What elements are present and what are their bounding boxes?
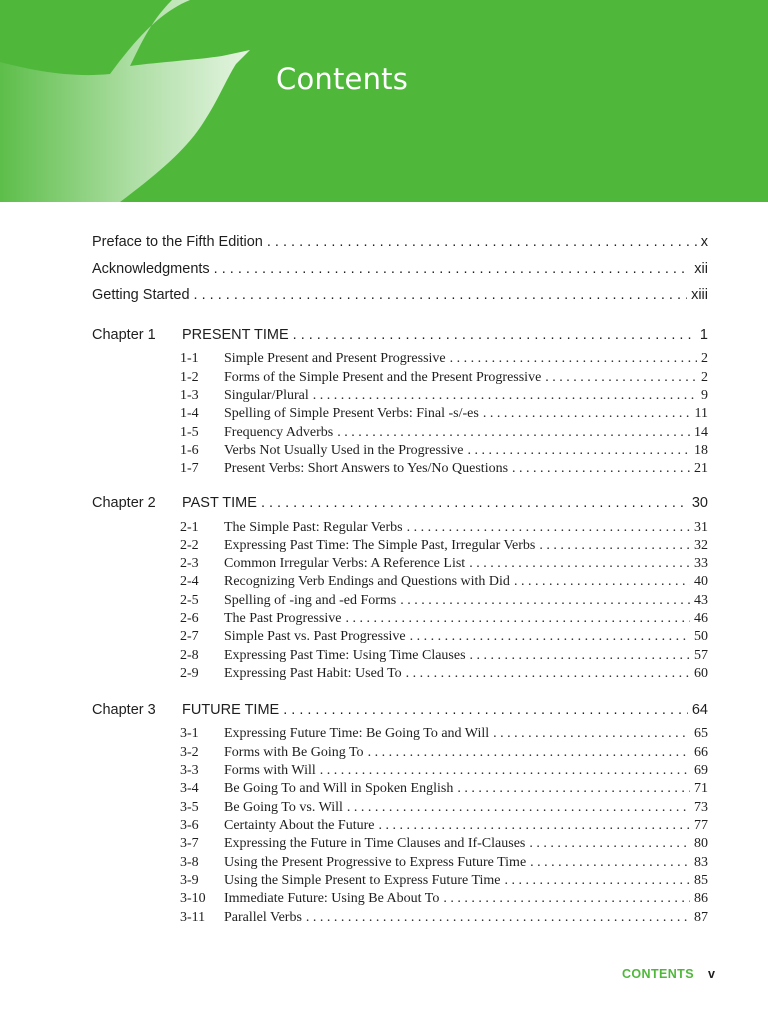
- toc-chapter-3-heading[interactable]: [92, 702, 708, 718]
- toc-entry-title: Getting Started: [92, 287, 190, 303]
- dot-leader: [530, 855, 690, 871]
- toc-page-number: 83: [694, 855, 708, 870]
- dot-leader: [267, 234, 697, 250]
- page-title: Contents: [276, 62, 409, 96]
- dot-leader: [545, 370, 697, 386]
- toc-section[interactable]: [180, 855, 708, 871]
- section-number: 1-2: [180, 370, 199, 385]
- toc-page-number: 14: [694, 425, 708, 440]
- toc-section[interactable]: [180, 520, 708, 536]
- section-number: 3-3: [180, 763, 199, 778]
- section-title: Expressing Past Time: The Simple Past, Irregular Verbs: [224, 538, 536, 553]
- toc-section[interactable]: [180, 461, 708, 477]
- toc-page-number: 57: [694, 648, 708, 663]
- toc-section[interactable]: [180, 370, 708, 386]
- toc-page-number: 85: [694, 873, 708, 888]
- toc-section[interactable]: [180, 648, 708, 664]
- toc-page-number: 1: [699, 327, 708, 343]
- dot-leader: [450, 351, 697, 367]
- section-title: Present Verbs: Short Answers to Yes/No Questions: [224, 461, 509, 476]
- toc-section[interactable]: [180, 351, 708, 367]
- section-number: 2-7: [180, 629, 199, 644]
- toc-section[interactable]: [180, 763, 708, 779]
- toc-page-number: 71: [694, 781, 708, 796]
- toc-entry-title: Preface to the Fifth Edition: [92, 234, 263, 250]
- section-title: Expressing Past Time: Using Time Clauses: [224, 648, 466, 663]
- chapter-label: Chapter 2: [92, 495, 156, 511]
- section-title: Frequency Adverbs: [224, 425, 334, 440]
- toc-page-number: 66: [694, 745, 708, 760]
- dot-leader: [505, 873, 691, 889]
- section-title: Spelling of -ing and -ed Forms: [224, 593, 397, 608]
- section-title: Be Going To and Will in Spoken English: [224, 781, 454, 796]
- toc-section[interactable]: [180, 406, 708, 422]
- toc-page-number: 77: [694, 818, 708, 833]
- toc-page-number: 40: [694, 574, 708, 589]
- toc-page-number: 43: [694, 593, 708, 608]
- chapter-label: Chapter 1: [92, 327, 156, 343]
- toc-page-number: 31: [694, 520, 708, 535]
- dot-leader: [368, 745, 690, 761]
- dot-leader: [469, 556, 690, 572]
- toc-page-number: 21: [694, 461, 708, 476]
- toc-section[interactable]: [180, 556, 708, 572]
- toc-section[interactable]: [180, 836, 708, 852]
- toc-page-number: xiii: [691, 287, 708, 303]
- toc-section[interactable]: [180, 781, 708, 797]
- section-number: 2-1: [180, 520, 199, 535]
- toc-page-number: 86: [694, 891, 708, 906]
- section-number: 2-2: [180, 538, 199, 553]
- toc-page-number: 32: [694, 538, 708, 553]
- section-title: Simple Present and Present Progressive: [224, 351, 446, 366]
- dot-leader: [493, 726, 690, 742]
- section-number: 1-5: [180, 425, 199, 440]
- dot-leader: [214, 261, 691, 277]
- toc-entry-title: Acknowledgments: [92, 261, 210, 277]
- chapter-label: Chapter 3: [92, 702, 156, 718]
- section-number: 3-2: [180, 745, 199, 760]
- toc-section[interactable]: [180, 800, 708, 816]
- dot-leader: [293, 327, 696, 343]
- toc-page-number: 80: [694, 836, 708, 851]
- toc-page-number: 11: [694, 406, 708, 421]
- section-number: 2-4: [180, 574, 199, 589]
- bird-icon: [0, 0, 300, 202]
- dot-leader: [512, 461, 690, 477]
- toc-page-number: 60: [694, 666, 708, 681]
- section-title: Using the Simple Present to Express Future Time: [224, 873, 501, 888]
- dot-leader: [261, 495, 688, 511]
- section-number: 3-5: [180, 800, 199, 815]
- dot-leader: [347, 800, 690, 816]
- toc-page-number: 2: [701, 370, 708, 385]
- chapter-title: PAST TIME: [182, 495, 257, 511]
- section-title: Immediate Future: Using Be About To: [224, 891, 440, 906]
- dot-leader: [345, 611, 690, 627]
- toc-section[interactable]: [180, 538, 708, 554]
- dot-leader: [483, 406, 691, 422]
- dot-leader: [320, 763, 690, 779]
- dot-leader: [407, 520, 690, 536]
- section-number: 3-10: [180, 891, 206, 906]
- dot-leader: [514, 574, 690, 590]
- section-title: Parallel Verbs: [224, 910, 302, 925]
- toc-section[interactable]: [180, 873, 708, 889]
- section-number: 1-7: [180, 461, 199, 476]
- section-title: Expressing the Future in Time Clauses and If-Clauses: [224, 836, 526, 851]
- toc-page-number: 64: [691, 702, 708, 718]
- toc-section[interactable]: [180, 574, 708, 590]
- chapter-title: FUTURE TIME: [182, 702, 280, 718]
- toc-section[interactable]: [180, 593, 708, 609]
- section-number: 3-4: [180, 781, 199, 796]
- toc-page-number: 73: [694, 800, 708, 815]
- dot-leader: [539, 538, 690, 554]
- toc-section[interactable]: [180, 443, 708, 459]
- toc-chapter-2-heading[interactable]: [92, 495, 708, 511]
- section-title: Expressing Past Habit: Used To: [224, 666, 402, 681]
- section-title: Singular/Plural: [224, 388, 309, 403]
- toc-page-number: 46: [694, 611, 708, 626]
- footer-page-number: v: [707, 967, 716, 981]
- section-title: The Simple Past: Regular Verbs: [224, 520, 403, 535]
- section-title: Simple Past vs. Past Progressive: [224, 629, 406, 644]
- toc-section[interactable]: [180, 629, 708, 645]
- footer-label: CONTENTS: [622, 967, 694, 981]
- section-number: 2-9: [180, 666, 199, 681]
- toc-page-number: 2: [701, 351, 708, 366]
- section-title: Be Going To vs. Will: [224, 800, 343, 815]
- section-title: Verbs Not Usually Used in the Progressive: [224, 443, 464, 458]
- section-title: Forms with Will: [224, 763, 316, 778]
- toc-section[interactable]: [180, 818, 708, 834]
- section-number: 1-6: [180, 443, 199, 458]
- toc-section[interactable]: [180, 910, 708, 926]
- section-number: 2-8: [180, 648, 199, 663]
- section-number: 3-1: [180, 726, 199, 741]
- dot-leader: [283, 702, 688, 718]
- dot-leader: [337, 425, 690, 441]
- toc-section[interactable]: [180, 891, 708, 907]
- toc-chapter-1-heading[interactable]: [92, 327, 708, 343]
- section-title: Using the Present Progressive to Express Future Time: [224, 855, 527, 870]
- toc-front-preface[interactable]: [92, 234, 708, 250]
- dot-leader: [443, 891, 690, 907]
- dot-leader: [468, 443, 690, 459]
- dot-leader: [529, 836, 690, 852]
- section-number: 3-7: [180, 836, 199, 851]
- toc-section[interactable]: [180, 611, 708, 627]
- section-number: 2-3: [180, 556, 199, 571]
- dot-leader: [378, 818, 690, 834]
- section-title: Forms with Be Going To: [224, 745, 364, 760]
- toc-section[interactable]: [180, 726, 708, 742]
- toc-page-number: 9: [701, 388, 708, 403]
- chapter-title: PRESENT TIME: [182, 327, 289, 343]
- section-title: Common Irregular Verbs: A Reference List: [224, 556, 466, 571]
- toc-section[interactable]: [180, 666, 708, 682]
- toc-page-number: xii: [694, 261, 708, 277]
- section-title: Certainty About the Future: [224, 818, 375, 833]
- section-title: The Past Progressive: [224, 611, 342, 626]
- toc-page-number: 69: [694, 763, 708, 778]
- dot-leader: [410, 629, 690, 645]
- toc-page-number: 65: [694, 726, 708, 741]
- dot-leader: [400, 593, 690, 609]
- toc-front-getting-started[interactable]: [92, 287, 708, 303]
- section-number: 3-9: [180, 873, 199, 888]
- toc-page-number: 30: [691, 495, 708, 511]
- section-number: 3-8: [180, 855, 199, 870]
- section-number: 2-5: [180, 593, 199, 608]
- toc-section[interactable]: [180, 425, 708, 441]
- section-number: 3-6: [180, 818, 199, 833]
- section-number: 1-4: [180, 406, 199, 421]
- section-title: Forms of the Simple Present and the Present Progressive: [224, 370, 542, 385]
- dot-leader: [306, 910, 690, 926]
- dot-leader: [194, 287, 688, 303]
- page-footer: [622, 967, 715, 981]
- section-number: 2-6: [180, 611, 199, 626]
- section-title: Recognizing Verb Endings and Questions with Did: [224, 574, 510, 589]
- toc-section[interactable]: [180, 745, 708, 761]
- section-title: Spelling of Simple Present Verbs: Final -s/-es: [224, 406, 479, 421]
- dot-leader: [406, 666, 690, 682]
- toc-page-number: x: [700, 234, 708, 250]
- section-title: Expressing Future Time: Be Going To and Will: [224, 726, 490, 741]
- dot-leader: [313, 388, 697, 404]
- toc-page-number: 50: [694, 629, 708, 644]
- toc-section[interactable]: [180, 388, 708, 404]
- toc-front-acknowledgments[interactable]: [92, 261, 708, 277]
- toc-page-number: 18: [694, 443, 708, 458]
- toc-page-number: 33: [694, 556, 708, 571]
- section-number: 1-1: [180, 351, 199, 366]
- dot-leader: [457, 781, 690, 797]
- dot-leader: [470, 648, 690, 664]
- section-number: 1-3: [180, 388, 199, 403]
- contents-header-banner: [0, 0, 768, 202]
- section-number: 3-11: [180, 910, 206, 925]
- toc-page-number: 87: [694, 910, 708, 925]
